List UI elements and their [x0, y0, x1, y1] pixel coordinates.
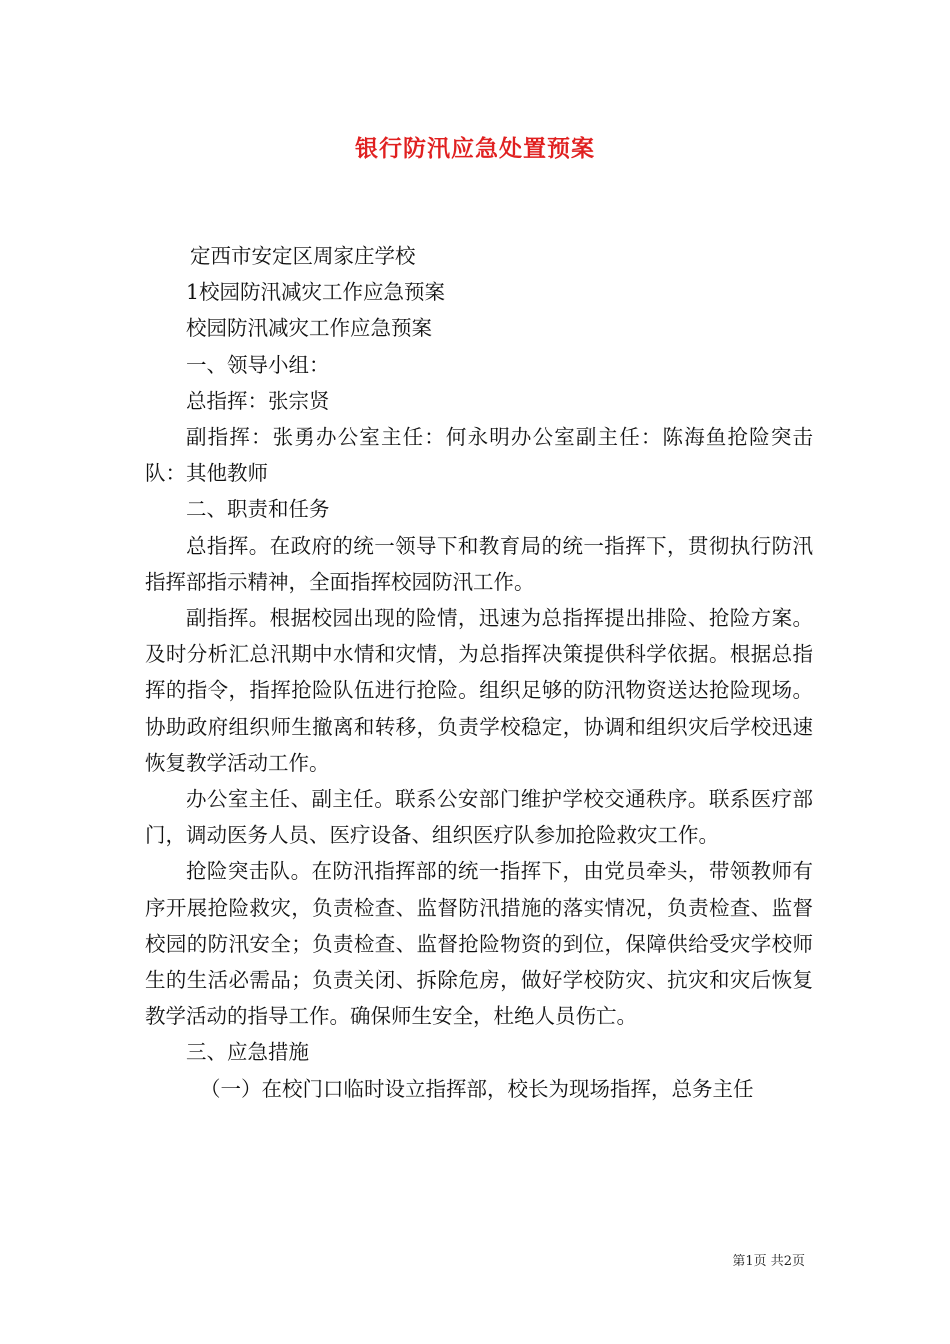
document-title: 银行防汛应急处置预案 [355, 135, 595, 162]
paragraph-commander: 总指挥：张宗贤 [186, 388, 330, 413]
paragraph-deputy-commander: 副指挥：张勇办公室主任：何永明办公室副主任：陈海鱼抢险突击队：其他教师 [145, 425, 813, 486]
section-heading-leadership: 一、领导小组： [186, 352, 330, 377]
paragraph-school-name: 定西市安定区周家庄学校 [190, 244, 416, 268]
paragraph-commander-duty: 总指挥。在政府的统一领导下和教育局的统一指挥下，贯彻执行防汛指挥部指示精神，全面指挥校园防汛工作。 [145, 533, 813, 594]
paragraph-measure-1: （一）在校门口临时设立指挥部，校长为现场指挥，总务主任 [200, 1076, 754, 1101]
paragraph-plan-heading-1: 1校园防汛减灾工作应急预案 [186, 280, 446, 305]
paragraph-office-duty: 办公室主任、副主任。联系公安部门维护学校交通秩序。联系医疗部门，调动医务人员、医疗设备、组织医疗队参加抢险救灾工作。 [145, 787, 813, 848]
section-heading-measures: 三、应急措施 [186, 1040, 309, 1065]
paragraph-deputy-duty: 副指挥。根据校园出现的险情，迅速为总指挥提出排险、抢险方案。及时分析汇总汛期中水情和灾情，为总指挥决策提供科学依据。根据总指挥的指令，指挥抢险队伍进行抢险。组织足够的防汛物资送达抢险现场。协助政府组织师生撤离和转移，负责学校稳定，协调和组织灾后学校迅速恢复教学活动工作。 [145, 606, 813, 775]
document-body [145, 238, 813, 1107]
section-heading-duties: 二、职责和任务 [186, 497, 330, 522]
page-number-footer: 第1页 共2页 [732, 1254, 805, 1269]
paragraph-plan-heading-2: 校园防汛减灾工作应急预案 [186, 316, 432, 341]
paragraph-rescue-team-duty: 抢险突击队。在防汛指挥部的统一指挥下，由党员牵头，带领教师有序开展抢险救灾，负责检查、监督防汛措施的落实情况，负责检查、监督校园的防汛安全；负责检查、监督抢险物资的到位，保障供给受灾学校师生的生活必需品；负责关闭、拆除危房，做好学校防灾、抗灾和灾后恢复教学活动的指导工作。确保师生安全，杜绝人员伤亡。 [145, 859, 813, 1029]
